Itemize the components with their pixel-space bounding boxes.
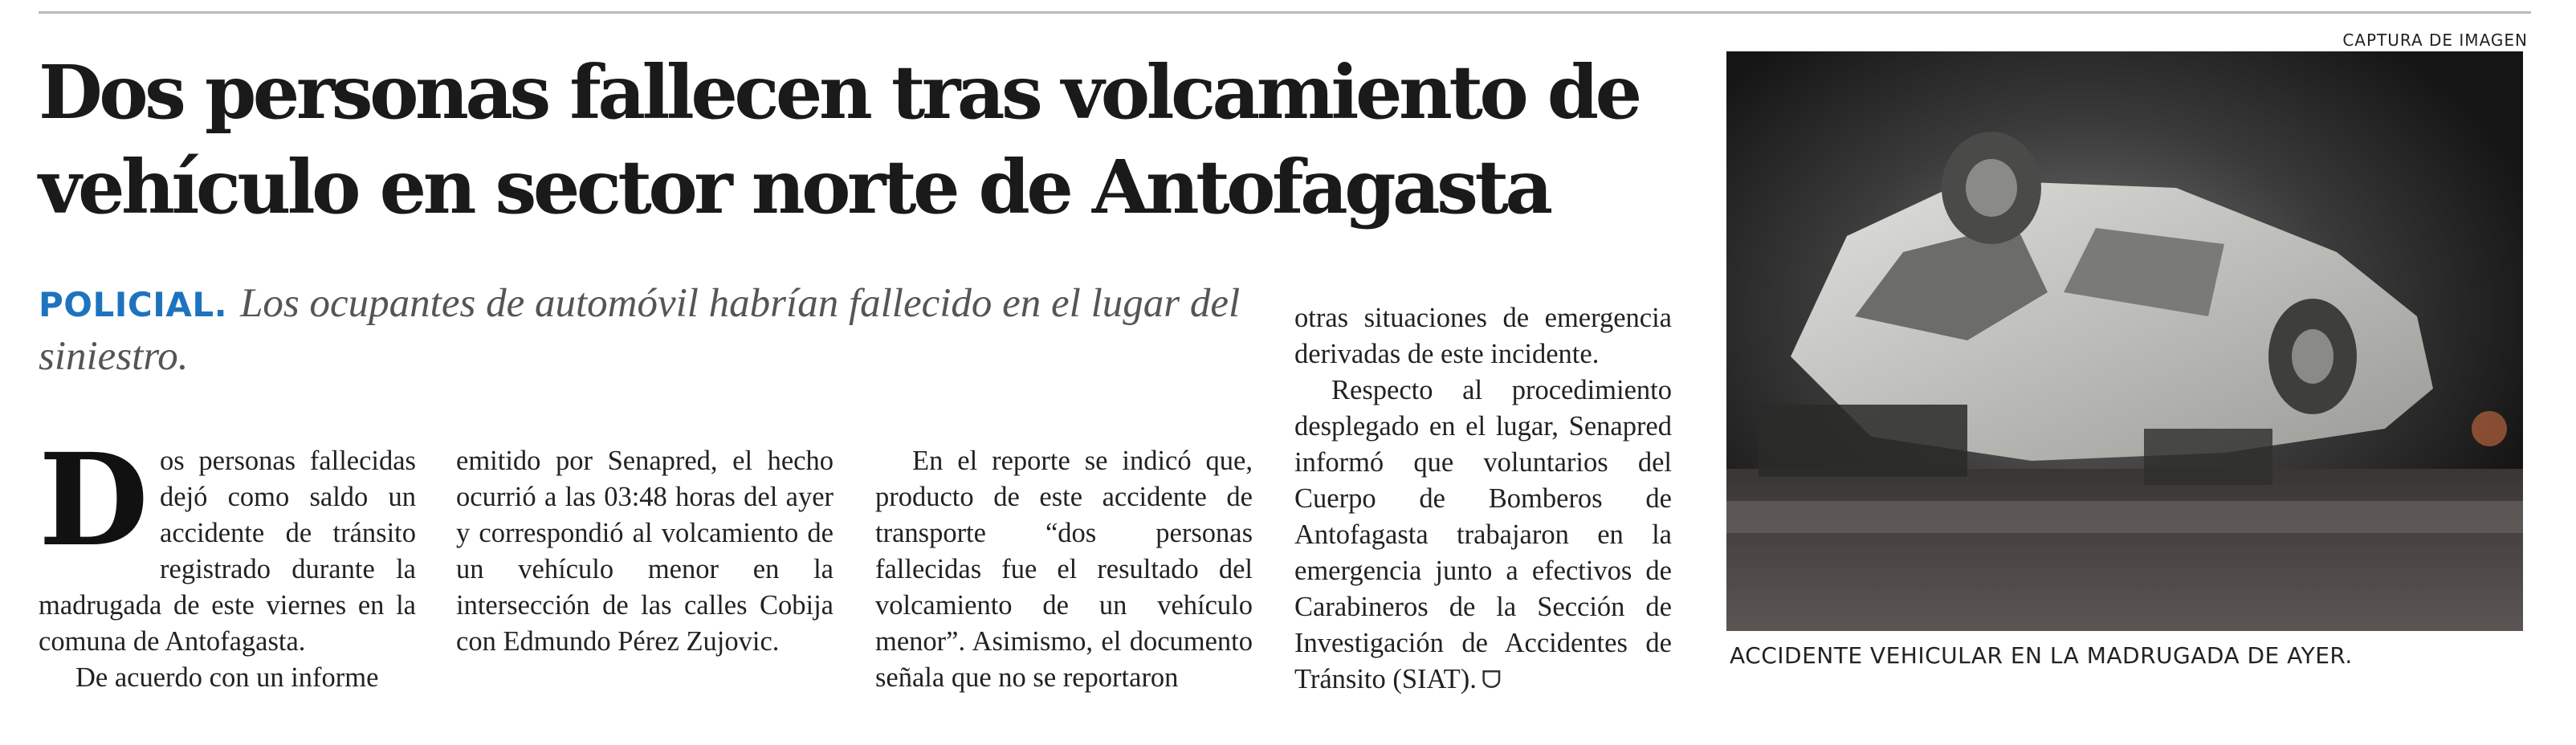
deck: [39, 278, 1291, 382]
end-of-article-icon: ᗜ: [1481, 666, 1502, 694]
paragraph-3-start: En el reporte se indicó que, producto de este accidente de transporte “dos personas fallecidas fue el resultado del volcamiento de un vehículo menor”. Asimismo, el documento señala que no se reportaron: [875, 446, 1253, 693]
photo-caption: ACCIDENTE VEHICULAR EN LA MADRUGADA DE AYER.: [1730, 642, 2353, 669]
deck-text: Los ocupantes de automóvil habrían fallecido en el lugar del siniestro.: [39, 281, 1241, 379]
body-column-1: [39, 426, 416, 696]
headline-line-1: Dos personas fallecen tras volcamiento de: [39, 49, 1639, 136]
body-column-4: [1294, 300, 1672, 698]
paragraph-4-text: Respecto al procedimiento desplegado en el lugar, Senapred informó que voluntarios del Cuerpo de Bomberos de Antofagasta trabajaron en la emergencia junto a efectivos de Carabineros de la Sección de Investigación de Accidentes de Tránsito (SIAT).: [1294, 375, 1672, 694]
body-column-2: [456, 443, 834, 660]
drop-cap: D: [39, 426, 149, 575]
paragraph-1: [39, 426, 416, 660]
body-column-3: [875, 443, 1253, 696]
overturned-vehicle-photo: [1726, 51, 2523, 631]
headline-line-2: vehículo en sector norte de Antofagasta: [39, 144, 1550, 230]
photo-credit: CAPTURA DE IMAGEN: [2342, 31, 2528, 50]
paragraph-3-end: otras situaciones de emergencia derivadas de este incidente.: [1294, 303, 1672, 369]
headline: [39, 45, 1693, 234]
news-photo: [1726, 51, 2523, 631]
paragraph-2-start: De acuerdo con un informe: [75, 662, 379, 693]
paragraph-4: [1294, 372, 1672, 698]
section-kicker: POLICIAL.: [39, 285, 228, 324]
top-rule: [39, 11, 2531, 14]
paragraph-2-continuation: emitido por Senapred, el hecho ocurrió a las 03:48 horas del ayer y correspondió al volcamiento de un vehículo menor en la intersección de las calles Cobija con Edmundo Pérez Zujovic.: [456, 446, 834, 657]
paragraph-1-text: os personas fallecidas dejó como saldo un accidente de tránsito registrado durante la madrugada de este viernes en la comuna de Antofagasta.: [39, 446, 416, 657]
